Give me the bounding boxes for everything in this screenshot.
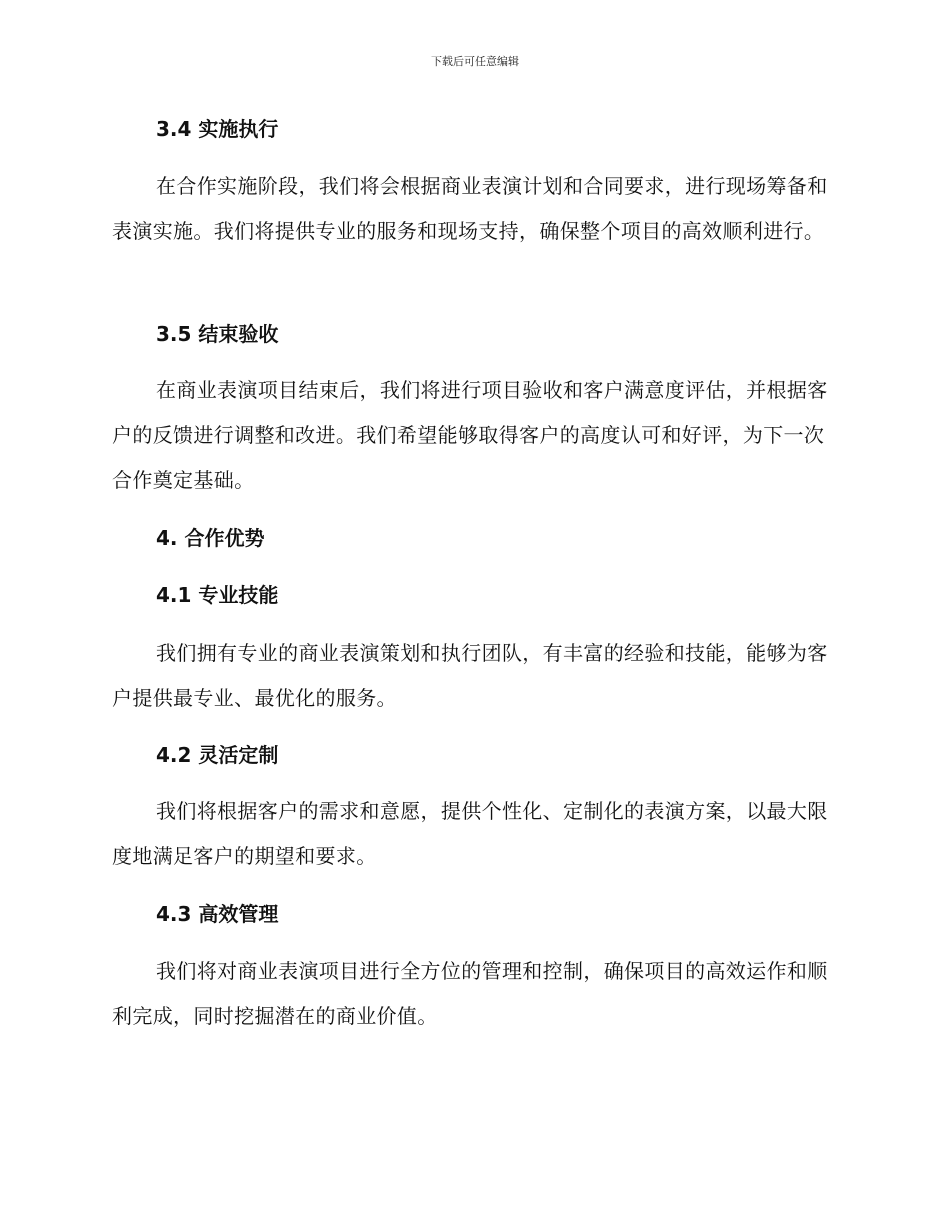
section-heading-4-3: 4.3 高效管理 bbox=[156, 902, 279, 926]
section-heading-3-5: 3.5 结束验收 bbox=[156, 322, 279, 346]
section-heading-4-2: 4.2 灵活定制 bbox=[156, 743, 279, 767]
section-heading-4-1: 4.1 专业技能 bbox=[156, 583, 279, 607]
page-header: 下载后可任意编辑 bbox=[431, 55, 519, 68]
section-paragraph-3-5: 在商业表演项目结束后，我们将进行项目验收和客户满意度评估，并根据客户的反馈进行调整和改进。我们希望能够取得客户的高度认可和好评，为下一次合作奠定基础。 bbox=[112, 378, 828, 492]
section-heading-4: 4. 合作优势 bbox=[156, 526, 265, 550]
section-paragraph-4-3: 我们将对商业表演项目进行全方位的管理和控制，确保项目的高效运作和顺利完成，同时挖掘潜在的商业价值。 bbox=[112, 959, 828, 1028]
section-paragraph-4-1: 我们拥有专业的商业表演策划和执行团队，有丰富的经验和技能，能够为客户提供最专业、最优化的服务。 bbox=[112, 641, 828, 710]
section-heading-3-4: 3.4 实施执行 bbox=[156, 117, 279, 141]
section-paragraph-3-4: 在合作实施阶段，我们将会根据商业表演计划和合同要求，进行现场筹备和表演实施。我们将提供专业的服务和现场支持，确保整个项目的高效顺利进行。 bbox=[112, 174, 828, 243]
section-paragraph-4-2: 我们将根据客户的需求和意愿，提供个性化、定制化的表演方案，以最大限度地满足客户的期望和要求。 bbox=[112, 799, 828, 868]
